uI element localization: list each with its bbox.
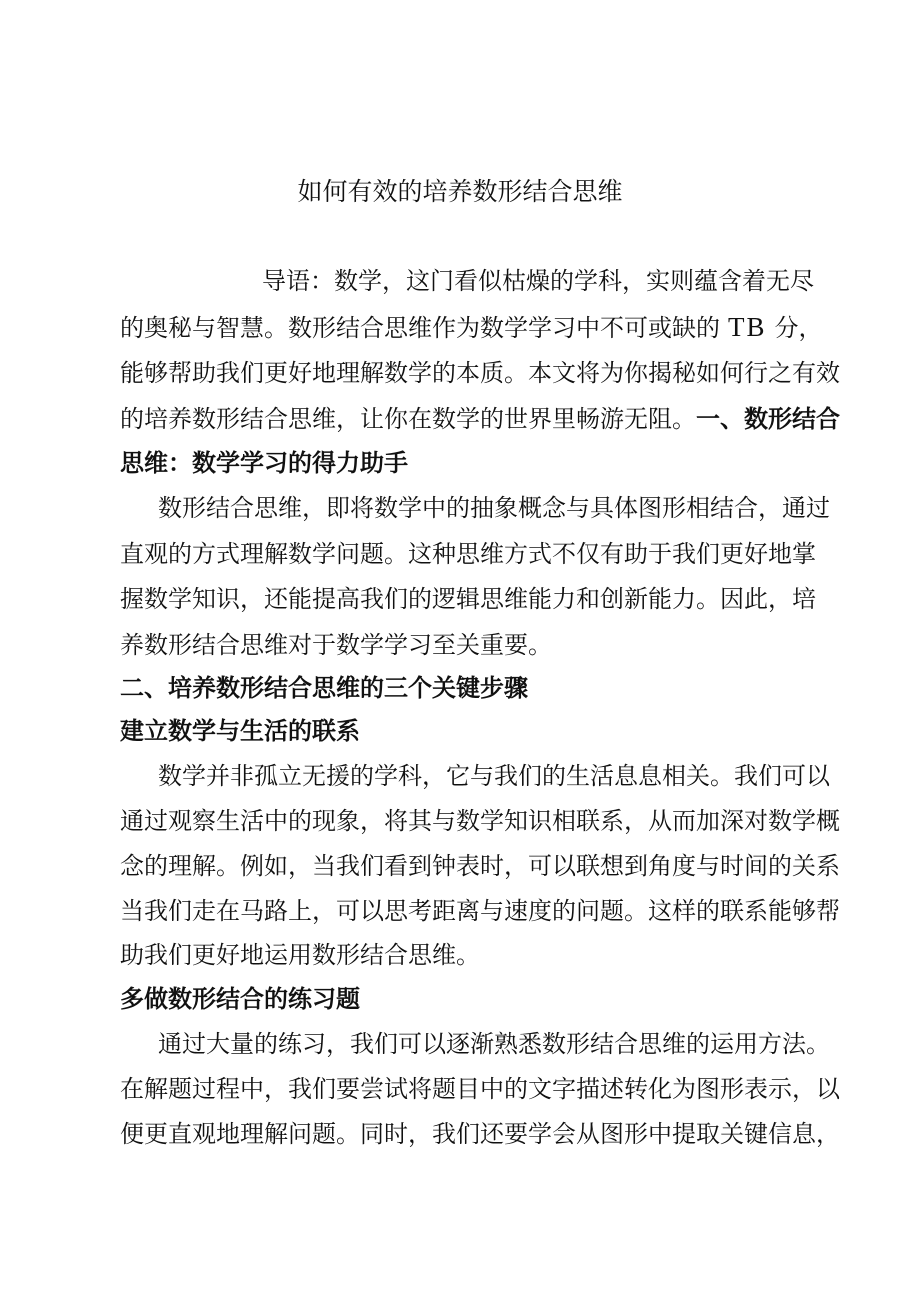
document-title: 如何有效的培养数形结合思维	[297, 177, 623, 206]
section-2-heading: 二、培养数形结合思维的三个关键步骤	[120, 674, 528, 702]
subsection-2-paragraph-line: 便更直观地理解问题。同时，我们还要学会从图形中提取关键信息，	[120, 1120, 840, 1148]
section-1-paragraph-line: 握数学知识，还能提高我们的逻辑思维能力和创新能力。因此，培	[120, 585, 816, 613]
subsection-1-paragraph-line: 当我们走在马路上，可以思考距离与速度的问题。这样的联系能够帮	[120, 897, 840, 925]
intro-text: 的培养数形结合思维，让你在数学的世界里畅游无阻。	[120, 405, 696, 433]
subheading-practice: 多做数形结合的练习题	[120, 985, 360, 1013]
subheading-life-connection: 建立数学与生活的联系	[120, 717, 360, 745]
intro-text: 分，	[774, 314, 823, 342]
intro-line-4	[120, 404, 840, 434]
subsection-2-paragraph-line: 在解题过程中，我们要尝试将题目中的文字描述转化为图形表示，以	[120, 1075, 840, 1103]
subsection-1-paragraph-line: 念的理解。例如，当我们看到钟表时，可以联想到角度与时间的关系	[120, 852, 840, 880]
intro-line-3	[120, 358, 840, 388]
section-1-heading: 思维：数学学习的得力助手	[120, 449, 408, 477]
section-1-heading-line-2	[120, 448, 408, 478]
subsection-1-paragraph-line: 助我们更好地运用数形结合思维。	[120, 941, 480, 969]
section-1-paragraph-line: 直观的方式理解数学问题。这种思维方式不仅有助于我们更好地掌	[120, 540, 816, 568]
subsection-1-paragraph-line: 数学并非孤立无援的学科，它与我们的生活息息相关。我们可以	[158, 762, 830, 790]
section-1-paragraph-line: 数形结合思维，即将数学中的抽象概念与具体图形相结合，通过	[158, 494, 830, 522]
section-1-heading: 一、数形结合	[696, 405, 840, 433]
intro-line-1	[262, 266, 814, 296]
subsection-1-paragraph-line: 通过观察生活中的现象，将其与数学知识相联系，从而加深对数学概	[120, 807, 840, 835]
intro-text: 能够帮助我们更好地理解数学的本质。本文将为你揭秘如何行之有效	[120, 359, 840, 387]
intro-tb-text: TB	[728, 312, 767, 342]
intro-line-2	[120, 312, 823, 343]
intro-text: 导语：数学，这门看似枯燥的学科，实则蕴含着无尽	[262, 267, 814, 295]
section-1-paragraph-line: 养数形结合思维对于数学学习至关重要。	[120, 631, 552, 659]
subsection-2-paragraph-line: 通过大量的练习，我们可以逐渐熟悉数形结合思维的运用方法。	[158, 1030, 830, 1058]
intro-text: 的奥秘与智慧。数形结合思维作为数学学习中不可或缺的	[120, 314, 720, 342]
